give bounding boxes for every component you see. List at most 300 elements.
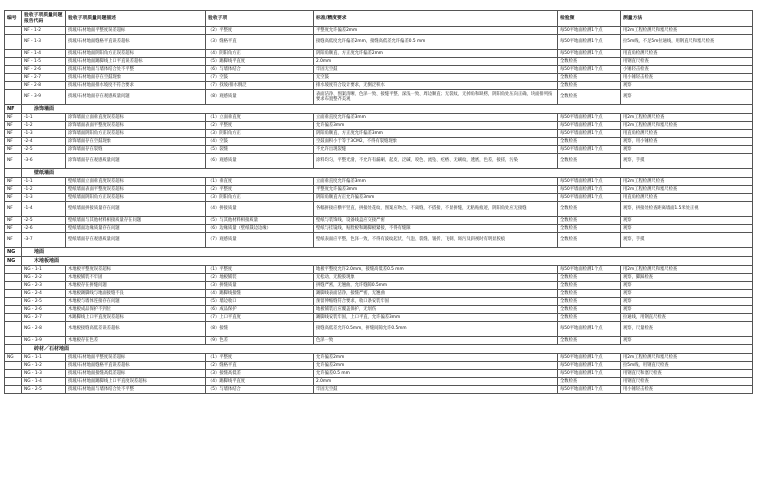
cell-method: 用小锤轻击检查 [621, 74, 753, 82]
cell-item: （2）地板铺装 [206, 274, 314, 282]
cell-code: NG - 2-5 [22, 298, 66, 306]
cell-method: 观察，拼接处检查距离墙面1.5米处正视 [621, 202, 753, 217]
cell-no: NF [5, 122, 22, 130]
table-row [5, 217, 753, 225]
cell-standard: 阴阳角顺直、方正度允许偏差2mm [314, 50, 558, 58]
cell-method: 观察，尺量检查 [621, 322, 753, 337]
cell-method: 用钢直尺检查 [621, 378, 753, 386]
cell-description: 涂饰墙面存在观感质量问题 [66, 154, 206, 169]
cell-no [5, 378, 22, 386]
cell-no [5, 90, 22, 105]
cell-code: -2-5 [22, 217, 66, 225]
cell-code: NG - 2-8 [22, 322, 66, 337]
cell-description: 木地板铺装不牢固 [66, 274, 206, 282]
cell-method: 观察 [621, 225, 753, 233]
cell-item: （5）裂缝 [206, 146, 314, 154]
cell-item: （7）空鼓 [206, 74, 314, 82]
cell-code: -1-2 [22, 186, 66, 194]
cell-code: NG - 2-5 [22, 386, 66, 394]
table-row [5, 354, 753, 362]
cell-code: NF - 2-6 [22, 66, 66, 74]
cell-code: NG - 2-2 [22, 274, 66, 282]
cell-no [5, 362, 22, 370]
cell-no: NF [5, 217, 22, 225]
cell-description: 找坡/石材地面与墙体结合处不平整 [66, 66, 206, 74]
cell-description: 找坡/石材地面排水坡度不符合要求 [66, 82, 206, 90]
cell-no [5, 290, 22, 298]
cell-code: NF - 1-3 [22, 35, 66, 50]
cell-description: 壁纸墙面表面平整度误差超标 [66, 186, 206, 194]
section-title: 地面 [22, 248, 753, 257]
cell-item: （3）阴阳角方正 [206, 130, 314, 138]
cell-no [5, 35, 22, 50]
cell-description: 木地板存在色差 [66, 337, 206, 345]
cell-frequency: 每50平地面检测1个点 [558, 386, 621, 394]
cell-code: NG - 1-2 [22, 362, 66, 370]
table-row [5, 386, 753, 394]
table-row [5, 370, 753, 378]
cell-no: NF [5, 186, 22, 194]
cell-method: 观察 [621, 306, 753, 314]
cell-method: 观察 [621, 298, 753, 306]
cell-item: （2）缝格平直 [206, 362, 314, 370]
cell-description: 木地板存在拼缝问题 [66, 282, 206, 290]
header-description: 验收子项质量问题描述 [66, 11, 206, 27]
section-title: 砖材／石材地面 [22, 345, 753, 354]
table-row [5, 322, 753, 337]
cell-no [5, 322, 22, 337]
section-row [5, 248, 753, 257]
cell-frequency: 每50平墙面检测1个点 [558, 194, 621, 202]
cell-no: NG [5, 354, 22, 362]
section-title: 涂饰墙面 [22, 105, 753, 114]
cell-no: NF [5, 114, 22, 122]
cell-standard: 壁纸表面应平整，色泽一致，不得有波纹起伏、气泡、裂缝、皱折、飞刺、斑污及斜视时有明显胶痕 [314, 233, 558, 248]
section-no [5, 169, 22, 178]
cell-no: NF [5, 130, 22, 138]
table-row [5, 362, 753, 370]
cell-item: （3）阴阳角方正 [206, 194, 314, 202]
cell-frequency: 每50平地面检测1个点 [558, 35, 621, 50]
cell-no [5, 298, 22, 306]
cell-item: （6）观感质量 [206, 154, 314, 169]
cell-code: NG - 2-7 [22, 314, 66, 322]
cell-standard: 地板平整度允许2.0mm，接缝高低差0.5 mm [314, 266, 558, 274]
table-row [5, 114, 753, 122]
cell-frequency: 每50平地面检测1个点 [558, 27, 621, 35]
cell-frequency: 每50平地面检测1个点 [558, 354, 621, 362]
cell-no [5, 27, 22, 35]
cell-no [5, 266, 22, 274]
cell-standard: 阴阳角顺直方正允许偏差3mm [314, 194, 558, 202]
table-row [5, 306, 753, 314]
cell-standard: 牢固无空鼓 [314, 386, 558, 394]
header-no: 编号 [5, 11, 22, 27]
cell-method: 小锤轻击检查 [621, 66, 753, 74]
cell-standard: 踢脚线安装牢固，上口平直，允许偏差3mm [314, 314, 558, 322]
cell-description: 涂饰墙面立面垂直度误差超标 [66, 114, 206, 122]
cell-standard: 2.0mm [314, 58, 558, 66]
table-row [5, 274, 753, 282]
table-row [5, 130, 753, 138]
cell-frequency: 每50平墙面检测1个点 [558, 178, 621, 186]
cell-standard: 立面垂直度允许偏差3mm [314, 114, 558, 122]
section-title: 木地板地面 [22, 257, 753, 266]
cell-method: 观察，手摸 [621, 154, 753, 169]
cell-standard: 2.0mm [314, 378, 558, 386]
cell-method: 观察 [621, 82, 753, 90]
section-row [5, 169, 753, 178]
cell-description: 木踢脚线上口平直度误差超标 [66, 314, 206, 322]
section-title: 壁纸墙面 [22, 169, 753, 178]
cell-standard: 无松动、无脱胶现象 [314, 274, 558, 282]
cell-standard: 允许偏差2mm [314, 354, 558, 362]
cell-item: （9）色差 [206, 337, 314, 345]
cell-standard: 各幅拼接应横平竖直，拼接处花纹、图案应吻合，不离缝，不搭接，不显拼缝，无粘贴痕迹，阴阳角处应无接缝 [314, 202, 558, 217]
cell-frequency: 全数检查 [558, 82, 621, 90]
cell-item: （5）墙边收口 [206, 298, 314, 306]
header-row [5, 11, 753, 27]
table-row [5, 282, 753, 290]
cell-code: NF - 3-9 [22, 90, 66, 105]
cell-standard: 允许偏差2mm [314, 362, 558, 370]
cell-description: 涂饰墙面表面平整度误差超标 [66, 122, 206, 130]
cell-no: NF [5, 146, 22, 154]
cell-method: 用钢直尺检查 [621, 58, 753, 66]
cell-code: -2-6 [22, 225, 66, 233]
cell-code: -1-4 [22, 202, 66, 217]
cell-method: 观察 [621, 290, 753, 298]
table-row [5, 225, 753, 233]
cell-standard: 无空鼓 [314, 74, 558, 82]
cell-item: （5）与其他材料相接质量 [206, 217, 314, 225]
cell-description: 找坡/石材地面存在观感质量问题 [66, 90, 206, 105]
cell-frequency: 全数检查 [558, 314, 621, 322]
cell-description: 壁纸墙面立面垂直度误差超标 [66, 178, 206, 186]
cell-frequency: 全数检查 [558, 298, 621, 306]
acceptance-table [4, 10, 753, 394]
cell-method: 拉5m线，用钢直尺检查 [621, 362, 753, 370]
cell-item: （2）平整度 [206, 186, 314, 194]
cell-frequency: 全数检查 [558, 290, 621, 298]
cell-item: （7）找坡/排水倒泛 [206, 82, 314, 90]
table-row [5, 178, 753, 186]
cell-standard: 地板铺装后应覆盖保护，无划伤 [314, 306, 558, 314]
section-row [5, 105, 753, 114]
cell-standard: 踢脚线表面洁净，接缝严密，无翘曲 [314, 290, 558, 298]
cell-method: 观察 [621, 90, 753, 105]
cell-description: 木地板平整度误差超标 [66, 266, 206, 274]
cell-frequency: 全数检查 [558, 282, 621, 290]
cell-no [5, 370, 22, 378]
cell-no: NF [5, 154, 22, 169]
cell-item: （5）踢脚线平直度 [206, 58, 314, 66]
cell-no: NF [5, 233, 22, 248]
cell-item: （3）缝格平直 [206, 35, 314, 50]
cell-code: NG - 2-6 [22, 306, 66, 314]
table-row [5, 266, 753, 274]
cell-frequency: 每50平地面检测1个点 [558, 266, 621, 274]
cell-code: -1-3 [22, 130, 66, 138]
table-row [5, 35, 753, 50]
cell-standard: 平整度允许偏差2mm [314, 27, 558, 35]
cell-frequency: 每50平墙面检测1个点 [558, 146, 621, 154]
cell-method: 拉5m线，不足5m拉通线，用钢直尺和塞尺检查 [621, 35, 753, 50]
cell-item: （4）空鼓 [206, 138, 314, 146]
cell-description: 涂饰墙面阴阳角方正误差超标 [66, 130, 206, 138]
cell-code: -2-4 [22, 138, 66, 146]
cell-code: NG - 1-1 [22, 354, 66, 362]
cell-description: 壁纸墙面存在观感质量问题 [66, 233, 206, 248]
cell-method: 观察 [621, 282, 753, 290]
cell-item: （8）观感质量 [206, 90, 314, 105]
cell-description: 找坡/石材地面踢脚线上口平直度误差超标 [66, 378, 206, 386]
cell-frequency: 全数检查 [558, 274, 621, 282]
cell-item: （1）平整度 [206, 354, 314, 362]
cell-frequency: 全数检查 [558, 138, 621, 146]
cell-method: 用小锤轻击检查 [621, 386, 753, 394]
cell-item: （8）接缝 [206, 322, 314, 337]
cell-no [5, 314, 22, 322]
table-row [5, 138, 753, 146]
cell-method: 观察，用小锤检查 [621, 138, 753, 146]
table-row [5, 66, 753, 74]
cell-code: NF - 1-2 [22, 27, 66, 35]
cell-no [5, 66, 22, 74]
cell-frequency: 每50平地面检测1个点 [558, 50, 621, 58]
cell-description: 找坡/石材地面阴阳角方正误差超标 [66, 50, 206, 58]
cell-description: 找坡/石材地面缝格平直误差超标 [66, 362, 206, 370]
cell-method: 用直角检测尺检查 [621, 50, 753, 58]
cell-code: -2-5 [22, 146, 66, 154]
table-body [5, 27, 753, 394]
section-row [5, 345, 753, 354]
cell-item: （2）平整度 [206, 122, 314, 130]
table-row [5, 27, 753, 35]
cell-frequency: 全数检查 [558, 90, 621, 105]
cell-standard: 表面洁净、图案清晰、色泽一致、接缝平整、深浅一致、周边顺直；无裂纹、无掉角和缺楞，阴阳角处压向正确，块面排列按要求布置整齐美观 [314, 90, 558, 105]
table-row [5, 314, 753, 322]
cell-method: 用2m工程检测尺检查 [621, 114, 753, 122]
cell-frequency: 全数检查 [558, 74, 621, 82]
cell-description: 壁纸墙面与其他材料相接质量存在问题 [66, 217, 206, 225]
cell-method: 用直角检测尺检查 [621, 194, 753, 202]
header-code: 验收子项质量问题报告代码 [22, 11, 66, 27]
cell-method: 用直角检测尺检查 [621, 130, 753, 138]
cell-no: NF [5, 194, 22, 202]
cell-standard: 拼缝严密，无翘曲，允许缝隙0.5mm [314, 282, 558, 290]
cell-code: NF - 2-7 [22, 74, 66, 82]
cell-standard: 允许偏差3mm [314, 122, 558, 130]
cell-no [5, 337, 22, 345]
cell-standard: 立面垂直度允许偏差3mm [314, 178, 558, 186]
cell-code: NG - 1-3 [22, 370, 66, 378]
cell-description: 找坡/石材地面缝格平直误差超标 [66, 35, 206, 50]
cell-item: （6）与墙体结合 [206, 66, 314, 74]
cell-frequency: 全数检查 [558, 202, 621, 217]
cell-standard: 壁纸与挂镜线、贴脸板和踢脚板紧接，不得有缝隙 [314, 225, 558, 233]
cell-code: -1-1 [22, 178, 66, 186]
cell-standard: 平整度允许偏差3mm [314, 186, 558, 194]
cell-frequency: 每50平墙面检测1个点 [558, 122, 621, 130]
cell-no [5, 58, 22, 66]
cell-method: 用2m工程检测尺和塞尺检查 [621, 27, 753, 35]
cell-frequency: 每50平墙面检测1个点 [558, 130, 621, 138]
cell-item: （7）观感质量 [206, 233, 314, 248]
cell-method: 观察 [621, 337, 753, 345]
cell-code: NG - 1-1 [22, 266, 66, 274]
cell-description: 涂饰墙面存在空鼓现象 [66, 138, 206, 146]
cell-frequency: 全数检查 [558, 378, 621, 386]
cell-standard: 色泽一致 [314, 337, 558, 345]
cell-item: （1）垂直度 [206, 178, 314, 186]
cell-description: 壁纸墙面拼接质量存在问题 [66, 202, 206, 217]
cell-item: （4）踢脚线平直度 [206, 378, 314, 386]
table-row [5, 154, 753, 169]
section-no: NG [5, 248, 22, 257]
cell-standard: 排水坡度符合设计要求，无倒泛积水 [314, 82, 558, 90]
table-row [5, 378, 753, 386]
cell-standard: 牢固无空鼓 [314, 66, 558, 74]
header-frequency: 检验频 [558, 11, 621, 27]
section-no: NF [5, 105, 22, 114]
cell-method: 用2m工程检测尺和塞尺检查 [621, 266, 753, 274]
cell-description: 找坡/石材地面接缝高低差超标 [66, 370, 206, 378]
cell-no [5, 306, 22, 314]
table-row [5, 233, 753, 248]
cell-item: （7）上口平直度 [206, 314, 314, 322]
cell-method: 用2m工程检测尺和塞尺检查 [621, 354, 753, 362]
cell-no [5, 82, 22, 90]
cell-item: （3）拼缝质量 [206, 282, 314, 290]
cell-frequency: 每50平地面检测1个点 [558, 362, 621, 370]
cell-code: -1-3 [22, 194, 66, 202]
cell-frequency: 全数检查 [558, 58, 621, 66]
cell-no: NF [5, 178, 22, 186]
table-row [5, 58, 753, 66]
cell-code: NF - 2-8 [22, 82, 66, 90]
cell-standard: 空鼓面积小于等于3CM2，不得有裂缝现象 [314, 138, 558, 146]
table-row [5, 186, 753, 194]
cell-no [5, 282, 22, 290]
cell-code: NG - 2-4 [22, 290, 66, 298]
cell-item: （6）成品保护 [206, 306, 314, 314]
cell-description: 找坡/石材地面存在空鼓现象 [66, 74, 206, 82]
table-row [5, 337, 753, 345]
cell-frequency: 全数检查 [558, 225, 621, 233]
cell-frequency: 全数检查 [558, 154, 621, 169]
cell-description: 找坡/石材地面平整度误差超标 [66, 354, 206, 362]
table-row [5, 82, 753, 90]
cell-code: -3-6 [22, 154, 66, 169]
table-row [5, 202, 753, 217]
cell-description: 找坡/石材地面与墙体结合处不平整 [66, 386, 206, 394]
cell-method: 用2m工程检测尺检查 [621, 178, 753, 186]
cell-item: （4）踢脚线接缝 [206, 290, 314, 298]
acceptance-sheet [4, 10, 752, 394]
cell-description: 壁纸墙面边缘质量存在问题 [66, 225, 206, 233]
table-row [5, 74, 753, 82]
table-row [5, 50, 753, 58]
cell-frequency: 每50平地面检测1个点 [558, 370, 621, 378]
section-no: NG [5, 257, 22, 266]
cell-frequency: 每50平墙面检测1个点 [558, 114, 621, 122]
cell-standard: 涂料均匀，平整光滑，不允许有漏刷、起皮、泛碱、咬色、流坠、疙瘩、无刷纹，透底，色差，接搓，污染 [314, 154, 558, 169]
cell-code: -3-7 [22, 233, 66, 248]
cell-no: NF [5, 138, 22, 146]
header-method: 测量方法 [621, 11, 753, 27]
cell-item: （3）接缝高低差 [206, 370, 314, 378]
cell-frequency: 全数检查 [558, 306, 621, 314]
cell-description: 木地板与墙体连接存在问题 [66, 298, 206, 306]
cell-method: 用2m工程检测尺和塞尺检查 [621, 186, 753, 194]
cell-description: 木地板踢脚线与地面接缝不良 [66, 290, 206, 298]
cell-frequency: 每50平墙面检测1个点 [558, 186, 621, 194]
cell-frequency: 每50平地面检测1个点 [558, 322, 621, 337]
table-row [5, 194, 753, 202]
cell-code: -1-2 [22, 122, 66, 130]
cell-item: （1）平整度 [206, 266, 314, 274]
cell-method: 观察，手摸 [621, 233, 753, 248]
cell-no [5, 386, 22, 394]
cell-no [5, 74, 22, 82]
table-row [5, 146, 753, 154]
table-row [5, 122, 753, 130]
cell-standard: 预留伸缩缝符合要求，收口条安装牢固 [314, 298, 558, 306]
header-standard: 标准/精度要求 [314, 11, 558, 27]
cell-code: NG - 3-9 [22, 337, 66, 345]
cell-standard: 接缝高低差允许0.5mm，拼缝间隙允许0.5mm [314, 322, 558, 337]
cell-code: NG - 2-3 [22, 282, 66, 290]
section-row [5, 257, 753, 266]
cell-code: -1-1 [22, 114, 66, 122]
cell-frequency: 全数检查 [558, 233, 621, 248]
cell-method: 用钢直尺和塞尺检查 [621, 370, 753, 378]
cell-item: （4）拼接质量 [206, 202, 314, 217]
cell-standard: 阴阳角顺直、方正度允许偏差3mm [314, 130, 558, 138]
cell-item: （5）与墙体结合 [206, 386, 314, 394]
cell-frequency: 全数检查 [558, 337, 621, 345]
cell-item: （1）立面垂直度 [206, 114, 314, 122]
cell-method: 观察，脚踩检查 [621, 274, 753, 282]
section-no [5, 345, 22, 354]
cell-description: 木地板接缝高低差误差超标 [66, 322, 206, 337]
cell-standard: 不允许出现裂缝 [314, 146, 558, 154]
cell-no: NF [5, 202, 22, 217]
table-row [5, 290, 753, 298]
cell-no [5, 50, 22, 58]
cell-item: （2）平整度 [206, 27, 314, 35]
cell-method: 观察 [621, 217, 753, 225]
cell-method: 用2m工程检测尺和塞尺检查 [621, 122, 753, 130]
cell-code: NF - 1-5 [22, 58, 66, 66]
cell-method: 观察 [621, 146, 753, 154]
cell-description: 涂饰墙面存在裂缝 [66, 146, 206, 154]
cell-code: NF - 1-4 [22, 50, 66, 58]
cell-standard: 接缝高低度允许偏差2mm，接缝高低差允许偏差0.5 mm [314, 35, 558, 50]
cell-frequency: 每50平地面检测1个点 [558, 66, 621, 74]
cell-frequency: 全数检查 [558, 217, 621, 225]
cell-description: 找坡/石材地面踢脚线上口平直误差超标 [66, 58, 206, 66]
cell-no [5, 274, 22, 282]
cell-no: NF [5, 225, 22, 233]
cell-method: 拉通线，用钢直尺检查 [621, 314, 753, 322]
cell-description: 壁纸墙面阴阳角方正误差超标 [66, 194, 206, 202]
cell-description: 找坡/石材地面平整度误差超标 [66, 27, 206, 35]
table-row [5, 298, 753, 306]
cell-standard: 壁纸与装饰线、设备线盒应交接严密 [314, 217, 558, 225]
cell-code: NG - 1-4 [22, 378, 66, 386]
